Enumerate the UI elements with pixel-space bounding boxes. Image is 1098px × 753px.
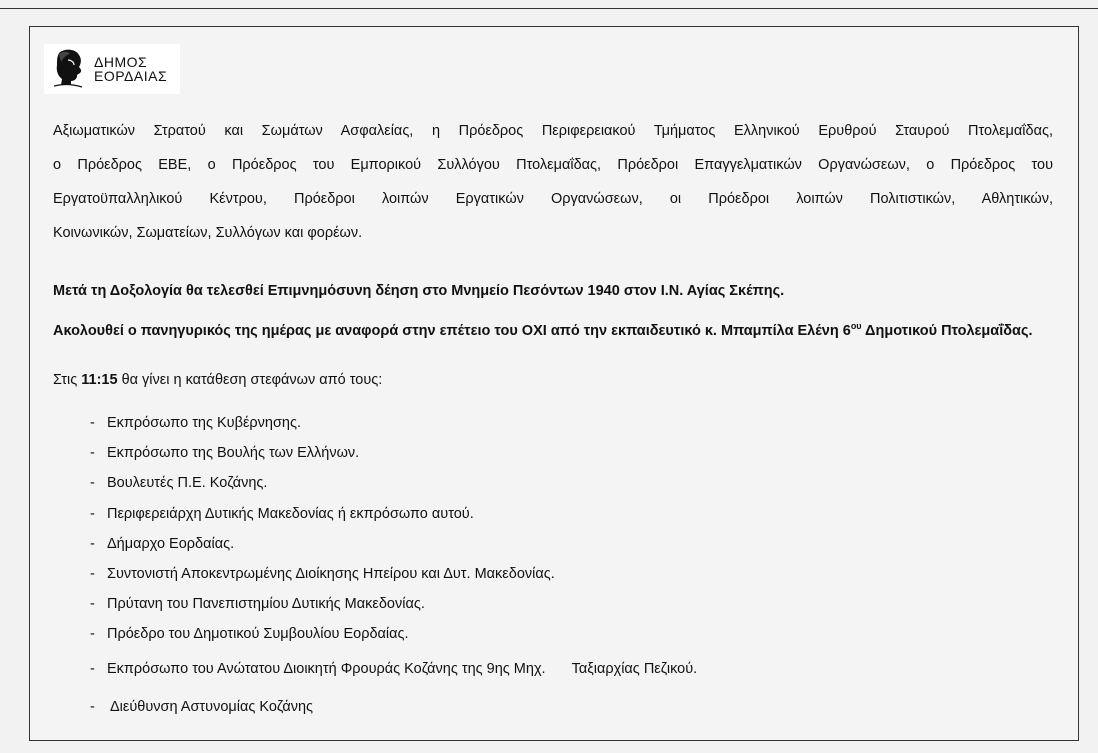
list-item	[90, 594, 697, 624]
paragraph-line-3: Εργατοϋπαλληλικού Κέντρου, Πρόεδροι λοιπών Εργατικών Οργανώσεων, οι Πρόεδροι λοιπών Πολιτιστικών, Αθλητικών,	[53, 191, 1053, 207]
wreath-list	[90, 413, 697, 727]
list-item-text: Πρύτανη του Πανεπιστημίου Δυτικής Μακεδονίας.	[107, 596, 425, 613]
logo-line-1: ΔΗΜΟΣ	[94, 54, 148, 70]
paragraph-line-4: Κοινωνικών, Σωματείων, Συλλόγων και φορέων.	[53, 225, 363, 241]
list-dash: -	[90, 626, 95, 643]
wreath-intro	[53, 370, 382, 390]
wreath-intro-before: Στις	[53, 372, 82, 388]
paragraph-line-1: Αξιωματικών Στρατού και Σωμάτων Ασφαλείας, η Πρόεδρος Περιφερειακού Τμήματος Ελληνικού Ερυθρού Σταυρού Πτολεμαΐδας,	[53, 123, 1053, 139]
doxology-notice: Μετά τη Δοξολογία θα τελεσθεί Επιμνημόσυνη δέηση στο Μνημείο Πεσόντων 1940 στον Ι.Ν. Αγίας Σκέπης.	[53, 283, 785, 299]
wreath-time: 11:15	[81, 372, 118, 388]
speech-text-a: Ακολουθεί ο πανηγυρικός της ημέρας με αναφορά στην επέτειο του ΟΧΙ από την εκπαιδευτικό κ. Μπαμπίλα Ελένη 6	[53, 322, 851, 339]
speech-text-b: Δημοτικού Πτολεμαΐδας.	[861, 322, 1033, 339]
list-item-text: Διεύθυνση Αστυνομίας Κοζάνης	[110, 698, 314, 715]
list-item	[90, 624, 697, 654]
list-dash: -	[90, 698, 95, 715]
list-item	[90, 655, 697, 693]
speech-ordinal: ου	[850, 321, 862, 331]
list-dash: -	[90, 505, 95, 522]
wreath-intro-after: θα γίνει η κατάθεση στεφάνων από τους:	[117, 372, 383, 388]
list-item-text-continued: Ταξιαρχίας Πεζικού.	[571, 660, 698, 677]
list-dash: -	[90, 445, 95, 462]
list-dash: -	[90, 475, 95, 492]
municipality-logo	[44, 44, 180, 94]
list-item	[90, 534, 697, 564]
list-item-text: Πρόεδρο του Δημοτικού Συμβουλίου Εορδαίας.	[107, 626, 409, 643]
paragraph-line-2: ο Πρόεδρος ΕΒΕ, ο Πρόεδρος του Εμπορικού Συλλόγου Πτολεμαΐδας, Πρόεδροι Επαγγελματικών Οργανώσεων, ο Πρόεδρος του	[53, 157, 1053, 173]
list-dash: -	[90, 660, 95, 677]
list-item	[90, 473, 697, 503]
list-item-text: Εκπρόσωπο της Κυβέρνησης.	[107, 415, 302, 431]
page-top-edge	[0, 0, 1098, 9]
list-item	[90, 443, 697, 473]
list-item-text: Εκπρόσωπο του Ανώτατου Διοικητή Φρουράς Κοζάνης της 9ης Μηχ.	[107, 660, 546, 677]
list-item	[90, 564, 697, 594]
list-dash: -	[90, 415, 95, 431]
speech-notice	[53, 316, 1053, 341]
list-item	[90, 693, 697, 727]
list-dash: -	[90, 596, 95, 613]
bust-profile-icon	[46, 46, 92, 92]
list-dash: -	[90, 535, 95, 552]
list-item-text: Δήμαρχο Εορδαίας.	[107, 535, 235, 552]
list-item-text: Εκπρόσωπο της Βουλής των Ελλήνων.	[107, 445, 360, 462]
list-item-text: Βουλευτές Π.Ε. Κοζάνης.	[107, 475, 268, 492]
list-item	[90, 504, 697, 534]
logo-text	[94, 55, 167, 83]
list-item-text: Περιφερειάρχη Δυτικής Μακεδονίας ή εκπρόσωπο αυτού.	[107, 505, 474, 522]
list-item-text: Συντονιστή Αποκεντρωμένης Διοίκησης Ηπείρου και Δυτ. Μακεδονίας.	[107, 565, 555, 582]
list-dash: -	[90, 565, 95, 582]
logo-line-2: ΕΟΡΔΑΙΑΣ	[94, 68, 168, 84]
list-item	[90, 413, 697, 443]
